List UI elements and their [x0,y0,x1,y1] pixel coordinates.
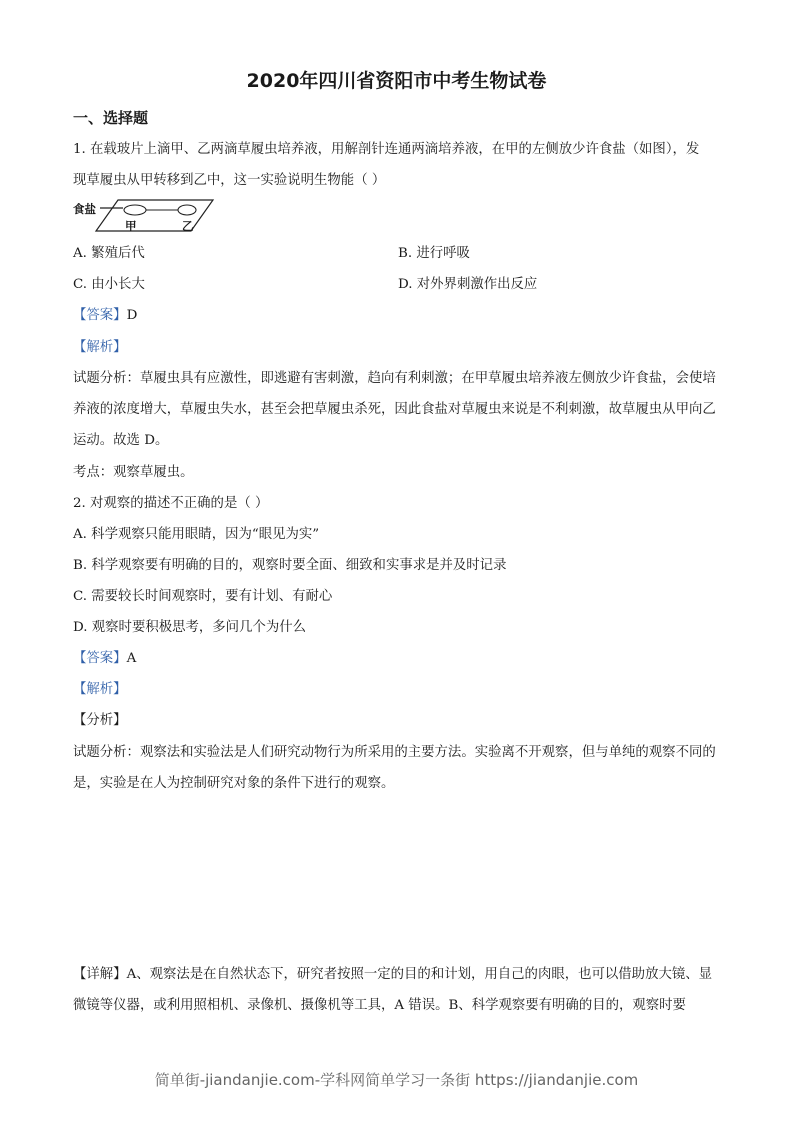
drop-b [178,205,196,215]
q2-analysis-tag: 【解析】 [73,682,127,697]
q2-answer [73,649,136,669]
slide-diagram [73,198,233,238]
label-jia: 甲 [125,219,137,233]
detail-text: A、观察法是在自然状态下，研究者按照一定的目的和计划，用自己的肉眼，也可以借助放大镜、显微镜等仪器，或利用照相机、录像机、摄像机等工具，A 错误。B、科学观察要有明确的目的，观察时要 [73,967,713,1013]
answer-tag: 【答案】 [73,308,127,323]
answer-value: A [126,651,137,666]
salt-label: 食盐 [73,202,96,216]
q1-option-a: A. 繁殖后代 [73,246,145,261]
q2-fenxi-text: 试题分析：观察法和实验法是人们研究动物行为所采用的主要方法。实验离不开观察，但与单纯的观察不同的是，实验是在人为控制研究对象的条件下进行的观察。 [73,745,716,791]
answer-value: D [126,308,138,323]
q2-option-a: A. 科学观察只能用眼睛，因为“眼见为实” [73,527,320,542]
q1-point: 考点：观察草履虫。 [73,465,194,480]
q1-answer [73,306,137,326]
q1-figure [73,198,233,238]
page-title: 2020年四川省资阳市中考生物试卷 [246,70,547,92]
page-footer: 简单街-jiandanjie.com-学科网简单学习一条街 https://jiandanjie.com [154,1071,639,1089]
q2-fenxi-tag: 【分析】 [73,713,127,728]
glass-slide [96,200,213,231]
q1-stem-line1: 1. 在载玻片上滴甲、乙两滴草履虫培养液，用解剖针连通两滴培养液，在甲的左侧放少许食盐（如图），发 [73,142,700,157]
label-yi: 乙 [182,219,194,233]
q1-option-c: C. 由小长大 [73,277,145,292]
q2-option-b: B. 科学观察要有明确的目的，观察时要全面、细致和实事求是并及时记录 [73,558,507,573]
detail-tag: 【详解】 [73,967,127,982]
section-heading: 一、选择题 [73,109,149,127]
q1-analysis-text: 试题分析：草履虫具有应激性，即逃避有害刺激，趋向有利刺激；在甲草履虫培养液左侧放少许食盐，会使培养液的浓度增大，草履虫失水，甚至会把草履虫杀死，因此食盐对草履虫来说是不利刺激，故草履虫从甲向乙运动。故选 D。 [73,371,716,448]
q2-detail [73,959,721,1021]
q1-stem-line2: 现草履虫从甲转移到乙中，这一实验说明生物能（ ） [73,173,386,188]
q1-analysis-tag: 【解析】 [73,340,127,355]
answer-tag: 【答案】 [73,651,127,666]
q2-option-d: D. 观察时要积极思考，多问几个为什么 [73,620,307,635]
drop-a [124,205,146,215]
q2-option-c: C. 需要较长时间观察时，要有计划、有耐心 [73,589,333,604]
q2-stem: 2. 对观察的描述不正确的是（ ） [73,496,269,511]
q1-option-b: B. 进行呼吸 [398,246,470,261]
q1-option-d: D. 对外界刺激作出反应 [398,277,538,292]
